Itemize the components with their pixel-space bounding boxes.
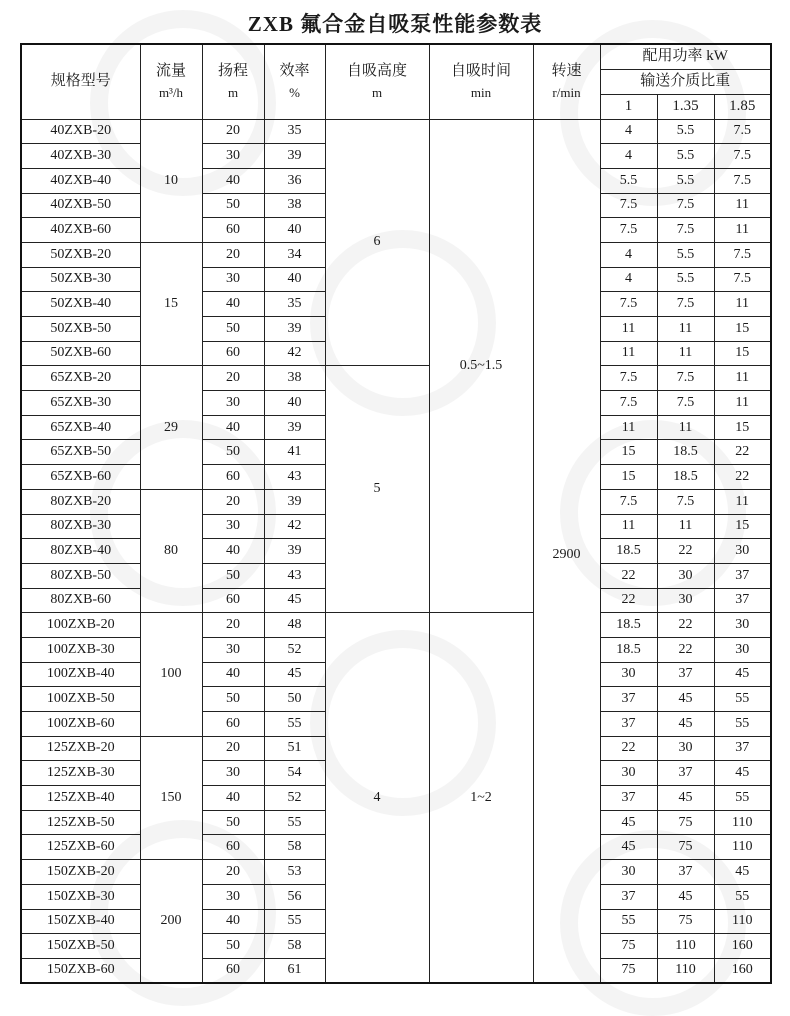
power-cell-1-85: 110 [714, 909, 771, 934]
power-cell-1: 75 [600, 934, 657, 959]
power-cell-1-85: 55 [714, 884, 771, 909]
model-cell: 80ZXB-60 [21, 588, 140, 613]
power-cell-1-85: 22 [714, 465, 771, 490]
efficiency-cell: 40 [264, 391, 325, 416]
model-cell: 80ZXB-40 [21, 539, 140, 564]
power-cell-1-85: 110 [714, 835, 771, 860]
power-cell-1-35: 45 [657, 884, 714, 909]
head-cell: 40 [202, 168, 264, 193]
efficiency-cell: 39 [264, 317, 325, 342]
power-cell-1-85: 11 [714, 391, 771, 416]
flow-cell: 100 [140, 613, 202, 736]
model-cell: 80ZXB-20 [21, 489, 140, 514]
efficiency-cell: 42 [264, 514, 325, 539]
power-cell-1: 22 [600, 736, 657, 761]
power-cell-1-35: 5.5 [657, 168, 714, 193]
head-cell: 40 [202, 415, 264, 440]
efficiency-cell: 43 [264, 465, 325, 490]
model-cell: 40ZXB-60 [21, 218, 140, 243]
power-cell-1: 7.5 [600, 292, 657, 317]
head-cell: 20 [202, 860, 264, 885]
suction-time-cell: 0.5~1.5 [429, 119, 533, 613]
power-cell-1-35: 7.5 [657, 489, 714, 514]
model-cell: 150ZXB-30 [21, 884, 140, 909]
power-cell-1-35: 22 [657, 613, 714, 638]
power-cell-1: 18.5 [600, 637, 657, 662]
head-cell: 30 [202, 144, 264, 169]
power-cell-1: 7.5 [600, 489, 657, 514]
model-cell: 80ZXB-30 [21, 514, 140, 539]
power-cell-1-35: 18.5 [657, 465, 714, 490]
efficiency-cell: 50 [264, 687, 325, 712]
power-cell-1: 11 [600, 341, 657, 366]
header-gravity-1-35: 1.35 [657, 94, 714, 119]
power-cell-1-85: 11 [714, 292, 771, 317]
model-cell: 65ZXB-50 [21, 440, 140, 465]
model-cell: 65ZXB-40 [21, 415, 140, 440]
header-speed: 转速 r/min [533, 44, 600, 119]
model-cell: 125ZXB-20 [21, 736, 140, 761]
power-cell-1-85: 55 [714, 687, 771, 712]
power-cell-1: 11 [600, 415, 657, 440]
header-model: 规格型号 [21, 44, 140, 119]
efficiency-cell: 52 [264, 786, 325, 811]
model-cell: 65ZXB-20 [21, 366, 140, 391]
power-cell-1-35: 75 [657, 835, 714, 860]
power-cell-1-85: 11 [714, 366, 771, 391]
power-cell-1: 37 [600, 786, 657, 811]
power-cell-1-35: 7.5 [657, 391, 714, 416]
power-cell-1-35: 75 [657, 909, 714, 934]
header-suction-time: 自吸时间 min [429, 44, 533, 119]
power-cell-1-85: 15 [714, 317, 771, 342]
header-medium-gravity: 输送介质比重 [600, 69, 771, 94]
efficiency-cell: 43 [264, 563, 325, 588]
power-cell-1-85: 110 [714, 810, 771, 835]
head-cell: 60 [202, 712, 264, 737]
power-cell-1-35: 5.5 [657, 144, 714, 169]
power-cell-1-85: 11 [714, 218, 771, 243]
head-cell: 50 [202, 193, 264, 218]
power-cell-1-35: 7.5 [657, 366, 714, 391]
efficiency-cell: 39 [264, 489, 325, 514]
power-cell-1-85: 7.5 [714, 267, 771, 292]
head-cell: 30 [202, 884, 264, 909]
power-cell-1-85: 55 [714, 712, 771, 737]
power-cell-1-35: 11 [657, 317, 714, 342]
power-cell-1-85: 7.5 [714, 144, 771, 169]
model-cell: 125ZXB-40 [21, 786, 140, 811]
power-cell-1-85: 37 [714, 736, 771, 761]
head-cell: 60 [202, 341, 264, 366]
head-cell: 60 [202, 835, 264, 860]
model-cell: 80ZXB-50 [21, 563, 140, 588]
head-cell: 20 [202, 736, 264, 761]
model-cell: 50ZXB-60 [21, 341, 140, 366]
power-cell-1: 4 [600, 267, 657, 292]
efficiency-cell: 41 [264, 440, 325, 465]
model-cell: 100ZXB-40 [21, 662, 140, 687]
power-cell-1: 75 [600, 958, 657, 983]
model-cell: 150ZXB-40 [21, 909, 140, 934]
head-cell: 20 [202, 119, 264, 144]
efficiency-cell: 51 [264, 736, 325, 761]
model-cell: 40ZXB-30 [21, 144, 140, 169]
efficiency-cell: 56 [264, 884, 325, 909]
model-cell: 150ZXB-20 [21, 860, 140, 885]
power-cell-1: 45 [600, 835, 657, 860]
power-cell-1: 7.5 [600, 391, 657, 416]
efficiency-cell: 40 [264, 267, 325, 292]
model-cell: 100ZXB-60 [21, 712, 140, 737]
model-cell: 65ZXB-30 [21, 391, 140, 416]
flow-cell: 80 [140, 489, 202, 612]
model-cell: 125ZXB-30 [21, 761, 140, 786]
power-cell-1-85: 30 [714, 637, 771, 662]
header-flow: 流量 m³/h [140, 44, 202, 119]
efficiency-cell: 39 [264, 539, 325, 564]
power-cell-1-35: 45 [657, 687, 714, 712]
power-cell-1-35: 11 [657, 415, 714, 440]
power-cell-1: 30 [600, 662, 657, 687]
efficiency-cell: 55 [264, 810, 325, 835]
efficiency-cell: 58 [264, 835, 325, 860]
power-cell-1-35: 7.5 [657, 193, 714, 218]
power-cell-1: 22 [600, 563, 657, 588]
head-cell: 40 [202, 662, 264, 687]
power-cell-1-85: 7.5 [714, 168, 771, 193]
power-cell-1-35: 30 [657, 588, 714, 613]
model-cell: 40ZXB-50 [21, 193, 140, 218]
efficiency-cell: 39 [264, 415, 325, 440]
power-cell-1: 4 [600, 242, 657, 267]
power-cell-1-85: 37 [714, 563, 771, 588]
head-cell: 30 [202, 637, 264, 662]
head-cell: 50 [202, 810, 264, 835]
efficiency-cell: 39 [264, 144, 325, 169]
head-cell: 60 [202, 958, 264, 983]
power-cell-1-85: 15 [714, 341, 771, 366]
power-cell-1-85: 45 [714, 662, 771, 687]
model-cell: 125ZXB-60 [21, 835, 140, 860]
power-cell-1-35: 11 [657, 341, 714, 366]
efficiency-cell: 45 [264, 662, 325, 687]
efficiency-cell: 38 [264, 193, 325, 218]
power-cell-1-35: 110 [657, 934, 714, 959]
efficiency-cell: 35 [264, 292, 325, 317]
flow-cell: 15 [140, 242, 202, 365]
header-suction-height: 自吸高度 m [325, 44, 429, 119]
table-row [21, 613, 771, 638]
head-cell: 40 [202, 786, 264, 811]
flow-cell: 150 [140, 736, 202, 859]
model-cell: 100ZXB-20 [21, 613, 140, 638]
power-cell-1-35: 11 [657, 514, 714, 539]
flow-cell: 10 [140, 119, 202, 242]
efficiency-cell: 34 [264, 242, 325, 267]
power-cell-1-35: 110 [657, 958, 714, 983]
efficiency-cell: 55 [264, 909, 325, 934]
power-cell-1-35: 45 [657, 786, 714, 811]
power-cell-1: 4 [600, 144, 657, 169]
header-efficiency: 效率 % [264, 44, 325, 119]
head-cell: 20 [202, 613, 264, 638]
efficiency-cell: 36 [264, 168, 325, 193]
power-cell-1-85: 15 [714, 514, 771, 539]
page-title: ZXB 氟合金自吸泵性能参数表 [247, 12, 543, 36]
power-cell-1-85: 11 [714, 193, 771, 218]
head-cell: 30 [202, 267, 264, 292]
power-cell-1-35: 37 [657, 761, 714, 786]
head-cell: 20 [202, 366, 264, 391]
header-gravity-1: 1 [600, 94, 657, 119]
head-cell: 50 [202, 687, 264, 712]
head-cell: 30 [202, 761, 264, 786]
power-cell-1-35: 5.5 [657, 119, 714, 144]
head-cell: 30 [202, 391, 264, 416]
power-cell-1-85: 30 [714, 539, 771, 564]
table-row [21, 119, 771, 144]
head-cell: 60 [202, 588, 264, 613]
model-cell: 150ZXB-50 [21, 934, 140, 959]
head-cell: 50 [202, 317, 264, 342]
model-cell: 50ZXB-20 [21, 242, 140, 267]
power-cell-1: 30 [600, 860, 657, 885]
head-cell: 40 [202, 909, 264, 934]
model-cell: 100ZXB-30 [21, 637, 140, 662]
efficiency-cell: 48 [264, 613, 325, 638]
power-cell-1-35: 5.5 [657, 242, 714, 267]
head-cell: 30 [202, 514, 264, 539]
efficiency-cell: 55 [264, 712, 325, 737]
power-cell-1: 37 [600, 687, 657, 712]
power-cell-1: 7.5 [600, 218, 657, 243]
power-cell-1-35: 30 [657, 563, 714, 588]
head-cell: 20 [202, 489, 264, 514]
table-row [21, 366, 771, 391]
model-cell: 50ZXB-50 [21, 317, 140, 342]
power-cell-1-85: 55 [714, 786, 771, 811]
efficiency-cell: 35 [264, 119, 325, 144]
model-cell: 65ZXB-60 [21, 465, 140, 490]
model-cell: 50ZXB-40 [21, 292, 140, 317]
model-cell: 40ZXB-40 [21, 168, 140, 193]
model-cell: 40ZXB-20 [21, 119, 140, 144]
flow-cell: 200 [140, 860, 202, 983]
efficiency-cell: 45 [264, 588, 325, 613]
efficiency-cell: 61 [264, 958, 325, 983]
head-cell: 60 [202, 218, 264, 243]
power-cell-1-35: 7.5 [657, 218, 714, 243]
power-cell-1: 18.5 [600, 539, 657, 564]
power-cell-1-85: 45 [714, 860, 771, 885]
power-cell-1: 7.5 [600, 193, 657, 218]
power-cell-1-35: 18.5 [657, 440, 714, 465]
flow-cell: 29 [140, 366, 202, 489]
power-cell-1: 11 [600, 317, 657, 342]
head-cell: 20 [202, 242, 264, 267]
power-cell-1-35: 37 [657, 662, 714, 687]
model-cell: 150ZXB-60 [21, 958, 140, 983]
power-cell-1: 18.5 [600, 613, 657, 638]
efficiency-cell: 58 [264, 934, 325, 959]
head-cell: 40 [202, 292, 264, 317]
power-cell-1: 45 [600, 810, 657, 835]
model-cell: 50ZXB-30 [21, 267, 140, 292]
power-cell-1-85: 7.5 [714, 119, 771, 144]
power-cell-1: 5.5 [600, 168, 657, 193]
power-cell-1-85: 37 [714, 588, 771, 613]
efficiency-cell: 53 [264, 860, 325, 885]
speed-cell: 2900 [533, 119, 600, 983]
power-cell-1: 37 [600, 884, 657, 909]
power-cell-1-35: 22 [657, 539, 714, 564]
power-cell-1: 4 [600, 119, 657, 144]
power-cell-1-35: 22 [657, 637, 714, 662]
power-cell-1-85: 15 [714, 415, 771, 440]
suction-height-cell: 4 [325, 613, 429, 983]
head-cell: 50 [202, 563, 264, 588]
power-cell-1-35: 45 [657, 712, 714, 737]
power-cell-1: 30 [600, 761, 657, 786]
power-cell-1: 55 [600, 909, 657, 934]
power-cell-1-85: 22 [714, 440, 771, 465]
suction-height-cell: 5 [325, 366, 429, 613]
power-cell-1-85: 30 [714, 613, 771, 638]
suction-time-cell: 1~2 [429, 613, 533, 983]
power-cell-1: 15 [600, 440, 657, 465]
power-cell-1-85: 11 [714, 489, 771, 514]
power-cell-1: 15 [600, 465, 657, 490]
head-cell: 50 [202, 934, 264, 959]
header-head: 扬程 m [202, 44, 264, 119]
power-cell-1-85: 45 [714, 761, 771, 786]
power-cell-1-85: 160 [714, 958, 771, 983]
efficiency-cell: 54 [264, 761, 325, 786]
efficiency-cell: 40 [264, 218, 325, 243]
efficiency-cell: 52 [264, 637, 325, 662]
power-cell-1: 7.5 [600, 366, 657, 391]
header-power: 配用功率 kW [600, 44, 771, 69]
power-cell-1: 22 [600, 588, 657, 613]
power-cell-1-35: 37 [657, 860, 714, 885]
power-cell-1: 37 [600, 712, 657, 737]
efficiency-cell: 38 [264, 366, 325, 391]
efficiency-cell: 42 [264, 341, 325, 366]
performance-table [20, 43, 772, 984]
power-cell-1-35: 75 [657, 810, 714, 835]
head-cell: 60 [202, 465, 264, 490]
header-gravity-1-85: 1.85 [714, 94, 771, 119]
power-cell-1-35: 5.5 [657, 267, 714, 292]
head-cell: 40 [202, 539, 264, 564]
power-cell-1-35: 7.5 [657, 292, 714, 317]
head-cell: 50 [202, 440, 264, 465]
model-cell: 100ZXB-50 [21, 687, 140, 712]
power-cell-1-85: 160 [714, 934, 771, 959]
power-cell-1-85: 7.5 [714, 242, 771, 267]
power-cell-1-35: 30 [657, 736, 714, 761]
model-cell: 125ZXB-50 [21, 810, 140, 835]
power-cell-1: 11 [600, 514, 657, 539]
suction-height-cell: 6 [325, 119, 429, 366]
